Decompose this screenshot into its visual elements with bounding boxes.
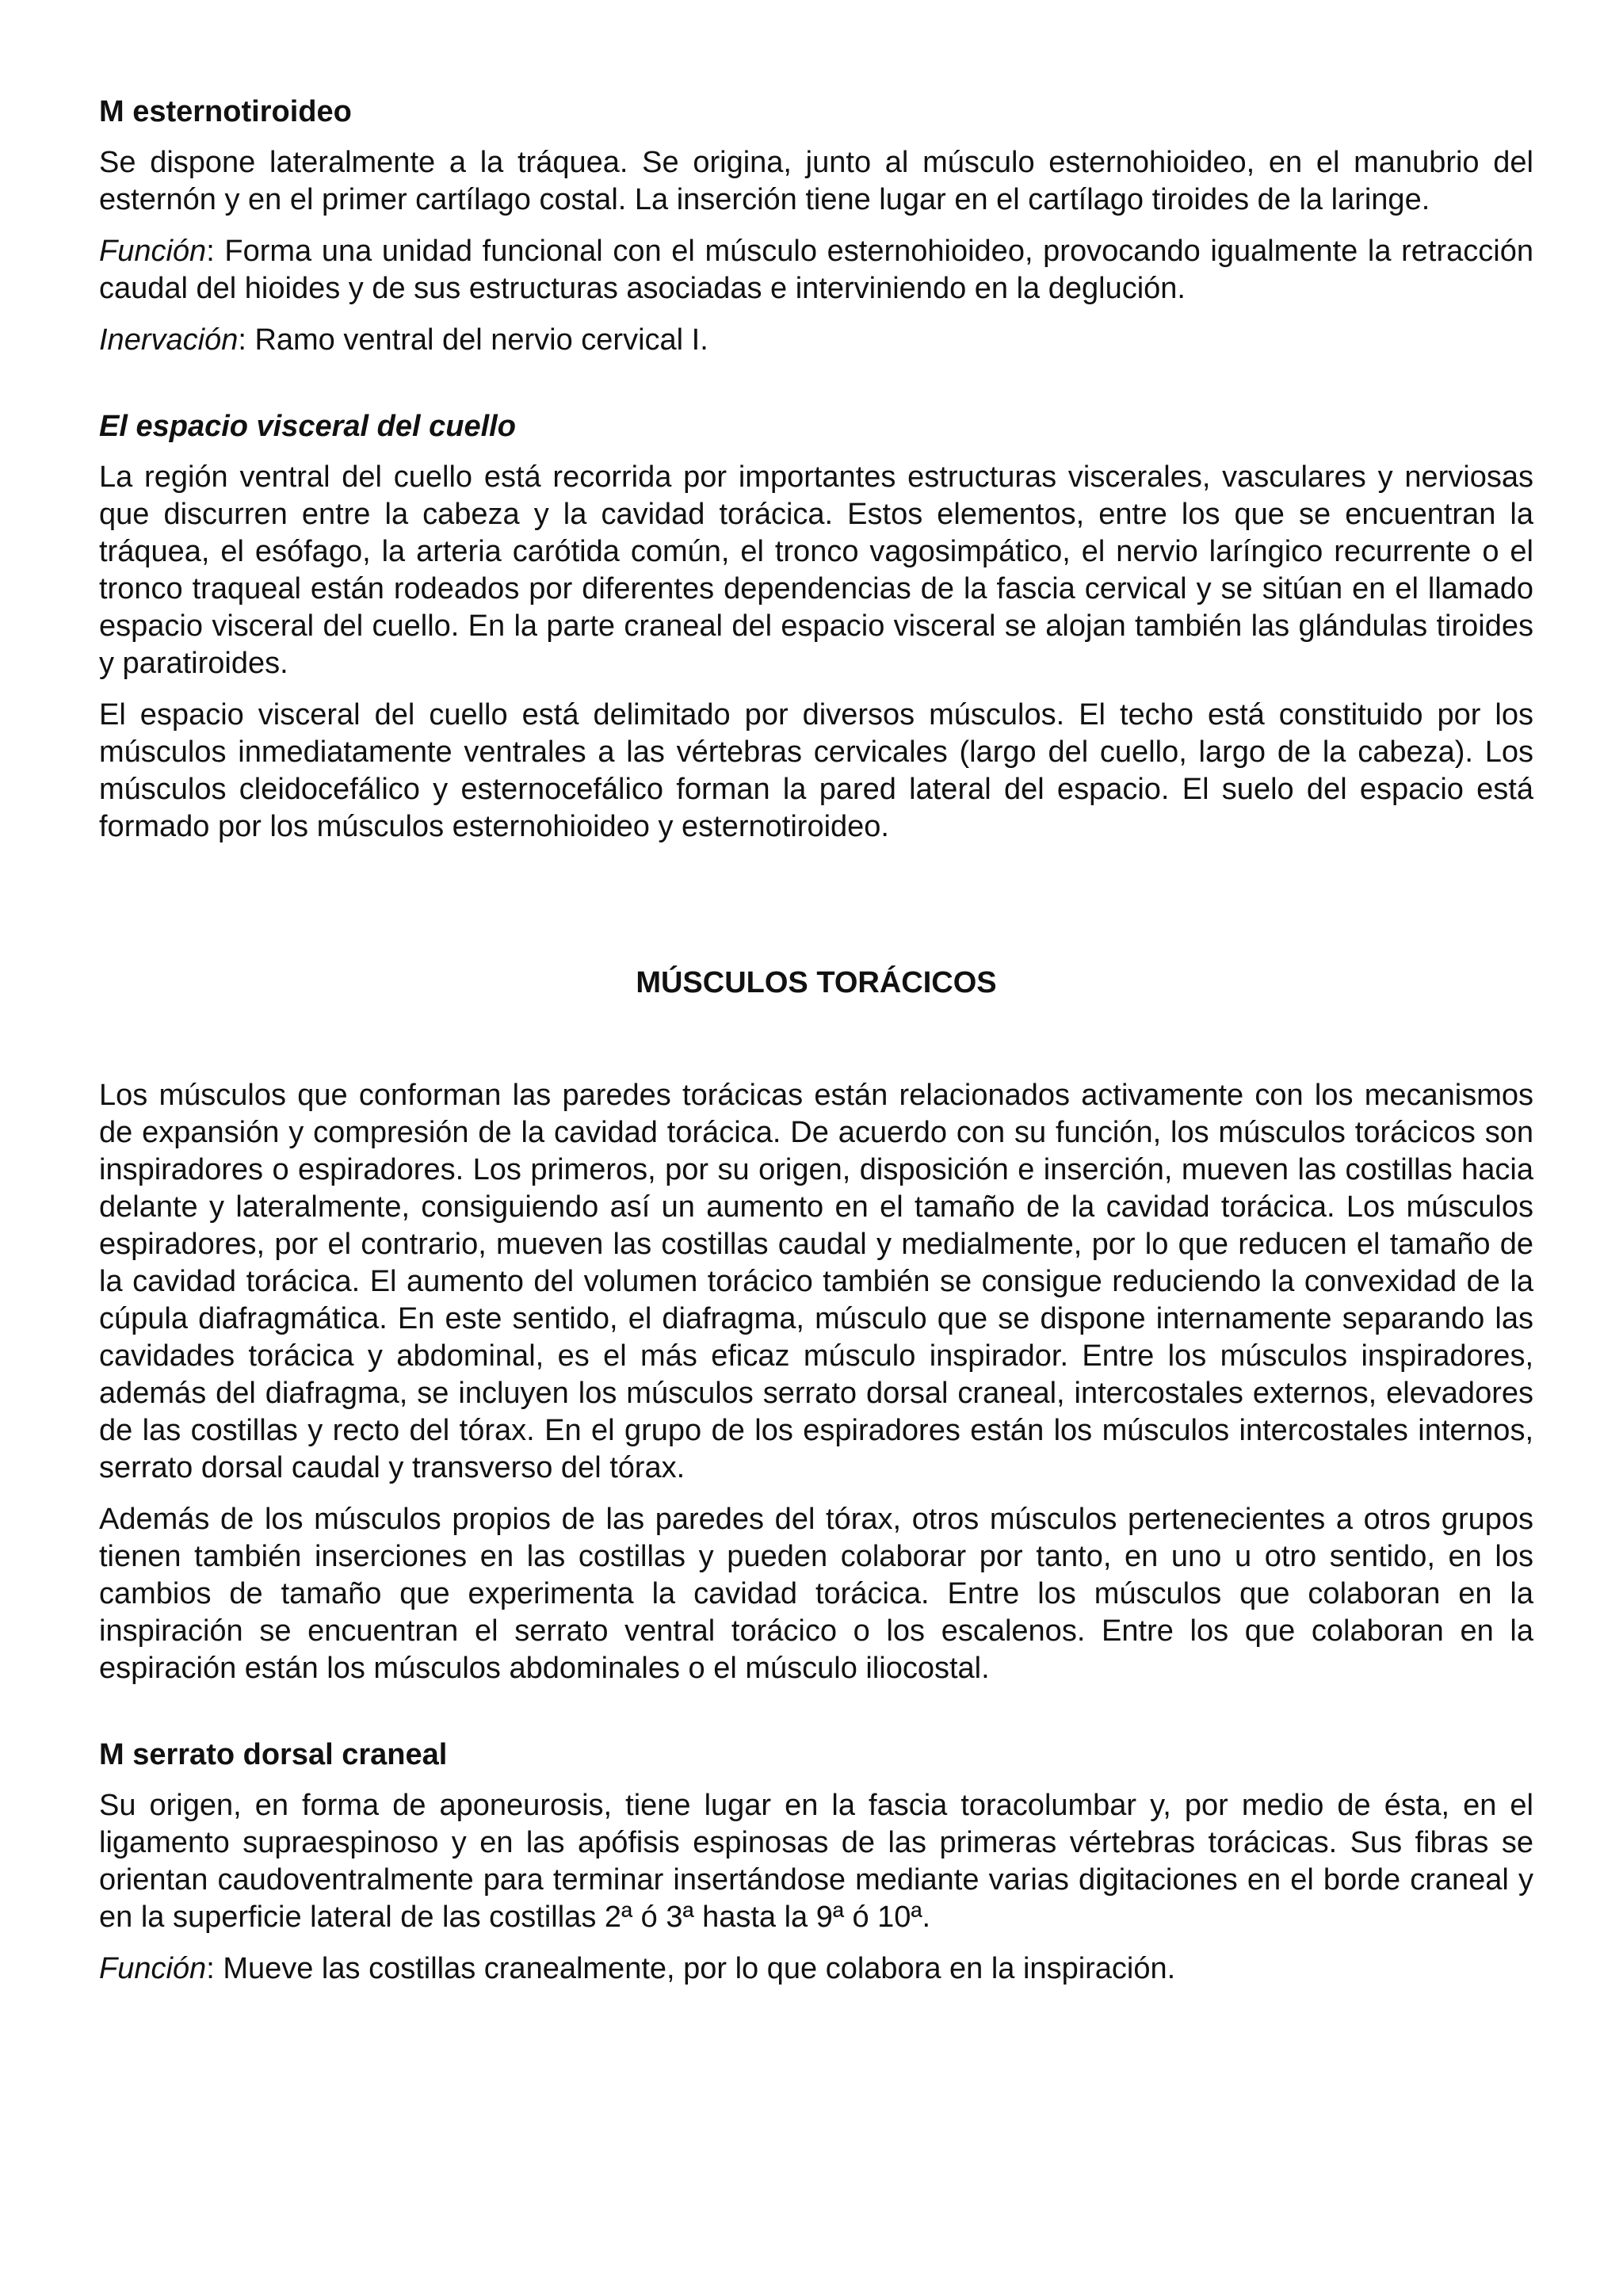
paragraph-esternotiroideo-description: Se dispone lateralmente a la tráquea. Se origina, junto al músculo esternohioideo, en el manubrio del esternón y en el primer cartílago costal. La inserción tiene lugar en el cartílago tiroides de la laringe. bbox=[99, 146, 1533, 216]
document-page bbox=[99, 94, 1533, 2002]
text-funcion: : Forma una unidad funcional con el músculo esternohioideo, provocando igualmente la retracción caudal del hioides y de sus estructuras asociadas e interviniendo en la deglución. bbox=[99, 235, 1533, 305]
heading-esternotiroideo: M esternotiroideo bbox=[99, 95, 352, 128]
paragraph-serrato-description: Su origen, en forma de aponeurosis, tiene lugar en la fascia toracolumbar y, por medio de ésta, en el ligamento supraespinoso y en las apófisis espinosas de las primeras vértebras torácicas. Sus fibras se orientan caudoventralmente para terminar insertándose mediante varias digitaciones en el borde craneal y en la superficie lateral de las costillas 2ª ó 3ª hasta la 9ª ó 10ª. bbox=[99, 1789, 1533, 1934]
label-funcion: Función bbox=[99, 1952, 207, 1985]
text-inervacion: : Ramo ventral del nervio cervical I. bbox=[238, 323, 708, 357]
paragraph-espacio-visceral-1: La región ventral del cuello está recorrida por importantes estructuras viscerales, vasculares y nerviosas que discurren entre la cabeza y la cavidad torácica. Estos elementos, entre los que se encuentran la tráquea, el esófago, la arteria carótida común, el tronco vagosimpático, el nervio laríngico recurrente o el tronco traqueal están rodeados por diferentes dependencias de la fascia cervical y se sitúan en el llamado espacio visceral del cuello. En la parte craneal del espacio visceral se alojan también las glándulas tiroides y paratiroides. bbox=[99, 460, 1533, 680]
paragraph-esternotiroideo-funcion bbox=[99, 233, 1533, 308]
paragraph-toracicos-2: Además de los músculos propios de las paredes del tórax, otros músculos pertenecientes a otros grupos tienen también inserciones en las costillas y pueden colaborar por tanto, en uno u otro sentido, en los cambios de tamaño que experimenta la cavidad torácica. Entre los músculos que colaboran en la inspiración se encuentran el serrato ventral torácico o los escalenos. Entre los que colaboran en la espiración están los músculos abdominales o el músculo iliocostal. bbox=[99, 1503, 1533, 1685]
paragraph-esternotiroideo-inervacion bbox=[99, 322, 1533, 359]
heading-musculos-toracicos: MÚSCULOS TORÁCICOS bbox=[636, 966, 997, 999]
paragraph-toracicos-1: Los músculos que conforman las paredes torácicas están relacionados activamente con los mecanismos de expansión y compresión de la cavidad torácica. De acuerdo con su función, los músculos torácicos son inspiradores o espiradores. Los primeros, por su origen, disposición e inserción, mueven las costillas hacia delante y lateralmente, consiguiendo así un aumento en el tamaño de la cavidad torácica. Los músculos espiradores, por el contrario, mueven las costillas caudal y medialmente, por lo que reducen el tamaño de la cavidad torácica. El aumento del volumen torácico también se consigue reduciendo la convexidad de la cúpula diafragmática. En este sentido, el diafragma, músculo que se dispone internamente separando las cavidades torácica y abdominal, es el más eficaz músculo inspirador. Entre los músculos inspiradores, además del diafragma, se incluyen los músculos serrato dorsal craneal, intercostales externos, elevadores de las costillas y recto del tórax. En el grupo de los espiradores están los músculos intercostales internos, serrato dorsal caudal y transverso del tórax. bbox=[99, 1079, 1533, 1484]
paragraph-espacio-visceral-2: El espacio visceral del cuello está delimitado por diversos músculos. El techo está constituido por los músculos inmediatamente ventrales a las vértebras cervicales (largo del cuello, largo de la cabeza). Los músculos cleidocefálico y esternocefálico forman la pared lateral del espacio. El suelo del espacio está formado por los músculos esternohioideo y esternotiroideo. bbox=[99, 698, 1533, 843]
heading-serrato-dorsal-craneal: M serrato dorsal craneal bbox=[99, 1738, 448, 1771]
heading-espacio-visceral: El espacio visceral del cuello bbox=[99, 410, 516, 443]
text-funcion: : Mueve las costillas cranealmente, por lo que colabora en la inspiración. bbox=[206, 1952, 1176, 1985]
label-funcion: Función bbox=[99, 235, 207, 268]
paragraph-serrato-funcion bbox=[99, 1950, 1533, 1988]
label-inervacion: Inervación bbox=[99, 323, 239, 357]
